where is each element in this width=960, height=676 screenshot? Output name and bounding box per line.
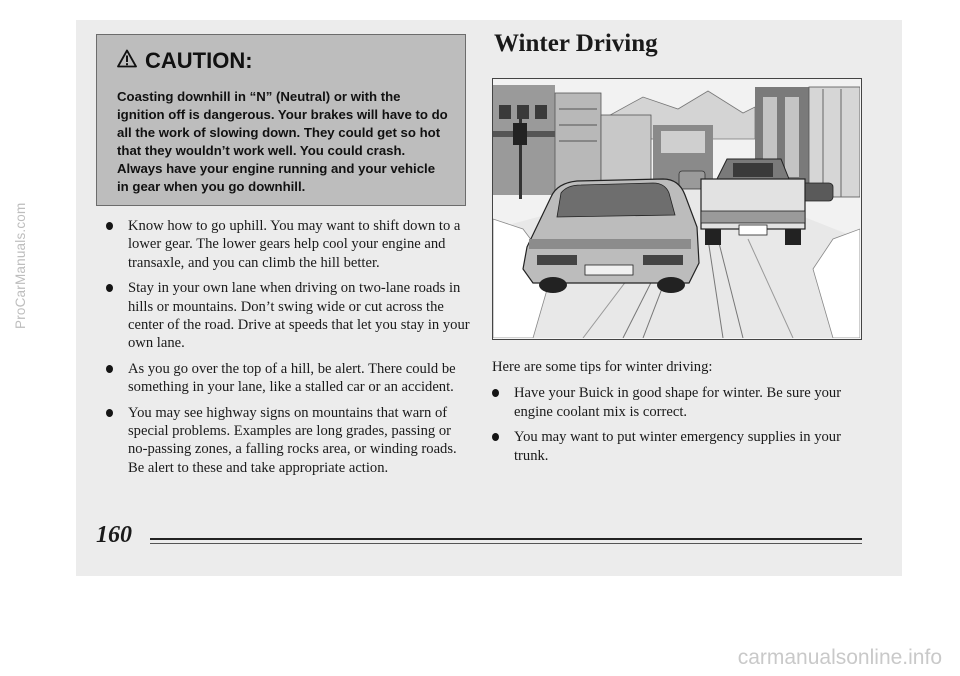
bullet-icon (106, 222, 113, 230)
winter-intro: Here are some tips for winter driving: (492, 359, 713, 375)
side-watermark: ProCarManuals.com (13, 202, 28, 329)
bullet-icon (492, 389, 499, 397)
winter-tips (492, 358, 862, 472)
list-item: Have your Buick in good shape for winter. Be sure your engine coolant mix is correct. (492, 384, 862, 421)
footer-rule (150, 538, 862, 540)
bullet-icon (492, 433, 499, 441)
list-item: Know how to go uphill. You may want to shift down to a lower gear. The lower gears help cool your engine and transaxle, and you can climb the hill better. (106, 217, 472, 272)
list-item: Stay in your own lane when driving on two-lane roads in hills or mountains. Don’t swing wide or cut across the center of the road. Drive at speeds that let you stay in your own lane. (106, 279, 472, 353)
hill-driving-tips (106, 217, 472, 484)
page-number: 160 (96, 522, 132, 548)
caution-text: Coasting downhill in “N” (Neutral) or with the ignition off is dangerous. Your brakes will have to do all the work of slowing down. They could get so hot that they wouldn’t work well. You could crash. Always have your engine running and your vehicle in gear when you go downhill. (117, 89, 448, 194)
bullet-icon (106, 409, 113, 417)
warning-triangle-icon (117, 48, 137, 74)
list-item: You may want to put winter emergency supplies in your trunk. (492, 428, 862, 465)
section-heading: Winter Driving (494, 30, 658, 57)
bottom-watermark: carmanualsonline.info (737, 646, 942, 669)
list-item: As you go over the top of a hill, be alert. There could be something in your lane, like a stalled car or an accident. (106, 360, 472, 397)
caution-header (117, 48, 449, 74)
caution-title: CAUTION: (145, 48, 253, 73)
list-item: You may see highway signs on mountains that warn of special problems. Examples are long grades, passing or no-passing zones, a falling rocks area, or winding roads. Be alert to these and take appropriate action. (106, 404, 472, 478)
caution-box (96, 34, 466, 206)
footer-rule-thin (150, 543, 862, 544)
bullet-icon (106, 365, 113, 373)
page-footer (96, 522, 862, 552)
bullet-icon (106, 284, 113, 292)
winter-street-illustration (492, 78, 862, 340)
